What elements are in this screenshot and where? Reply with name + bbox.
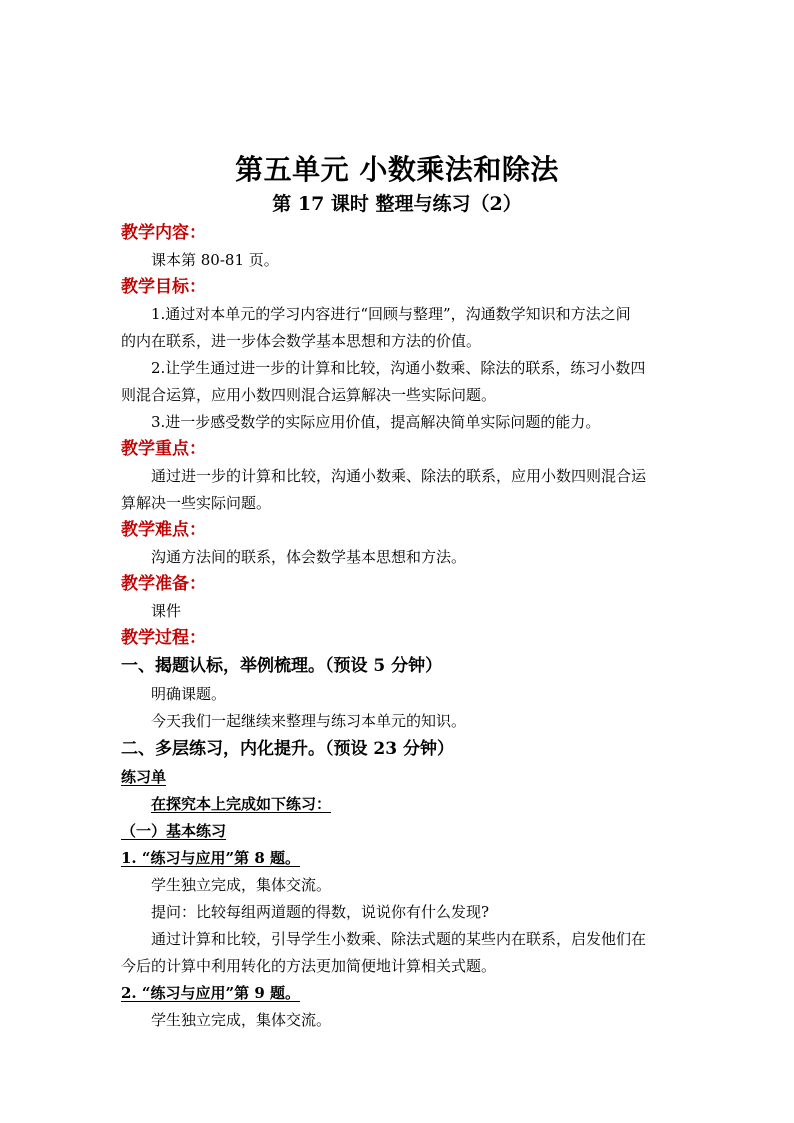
goal-1-line-2: 的内在联系，进一步体会数学基本思想和方法的价值。 <box>121 332 482 350</box>
focus-line-2: 算解决一些实际问题。 <box>121 494 272 512</box>
heading-teaching-goals: 教学目标： <box>121 277 206 297</box>
question-2-item-a: 学生独立完成，集体交流。 <box>151 1011 332 1029</box>
step-1-item-a: 明确课题。 <box>151 685 227 703</box>
process-step-1: 一、揭题认标，举例梳理。（预设 5 分钟） <box>121 656 443 676</box>
focus-line-1: 通过进一步的计算和比较，沟通小数乘、除法的联系，应用小数四则混合运 <box>151 467 647 485</box>
goal-2-line-1: 2.让学生通过进一步的计算和比较，沟通小数乘、除法的联系，练习小数四 <box>151 359 646 377</box>
difficulty-text: 沟通方法间的联系，体会数学基本思想和方法。 <box>151 548 467 566</box>
basic-practice-label: （一）基本练习 <box>121 822 227 840</box>
goal-1-line-1: 1.通过对本单元的学习内容进行“回顾与整理”，沟通数学知识和方法之间 <box>151 305 631 323</box>
question-1-item-c-line-2: 今后的计算中利用转化的方法更加简便地计算相关式题。 <box>121 957 497 975</box>
document-body <box>121 220 677 1034</box>
goal-2-line-2: 则混合运算，应用小数四则混合运算解决一些实际问题。 <box>121 386 497 404</box>
heading-teaching-difficulty: 教学难点： <box>121 520 206 540</box>
text-teaching-content: 课本第 80-81 页。 <box>151 251 279 269</box>
heading-teaching-focus: 教学重点： <box>121 439 206 459</box>
question-1-item-c-line-1: 通过计算和比较，引导学生小数乘、除法式题的某些内在联系，启发他们在 <box>151 930 647 948</box>
page-subtitle: 第 17 课时 整理与练习（2） <box>272 193 522 215</box>
heading-teaching-content: 教学内容： <box>121 223 206 243</box>
worksheet-label: 练习单 <box>121 768 167 786</box>
heading-teaching-process: 教学过程： <box>121 628 206 648</box>
process-step-2: 二、多层练习，内化提升。（预设 23 分钟） <box>121 739 454 759</box>
question-2-title: 2. “练习与应用”第 9 题。 <box>121 984 301 1002</box>
question-1-title: 1. “练习与应用”第 8 题。 <box>121 849 301 867</box>
goal-3: 3.进一步感受数学的实际应用价值，提高解决简单实际问题的能力。 <box>151 413 601 431</box>
question-1-item-b: 提问：比较每组两道题的得数，说说你有什么发现? <box>151 903 490 921</box>
question-1-item-a: 学生独立完成，集体交流。 <box>151 876 332 894</box>
page-title: 第五单元 小数乘法和除法 <box>235 153 559 186</box>
heading-teaching-prep: 教学准备： <box>121 574 206 594</box>
step-1-item-b: 今天我们一起继续来整理与练习本单元的知识。 <box>151 712 467 730</box>
prep-text: 课件 <box>151 602 182 620</box>
worksheet-instruction: 在探究本上完成如下练习： <box>151 795 332 813</box>
